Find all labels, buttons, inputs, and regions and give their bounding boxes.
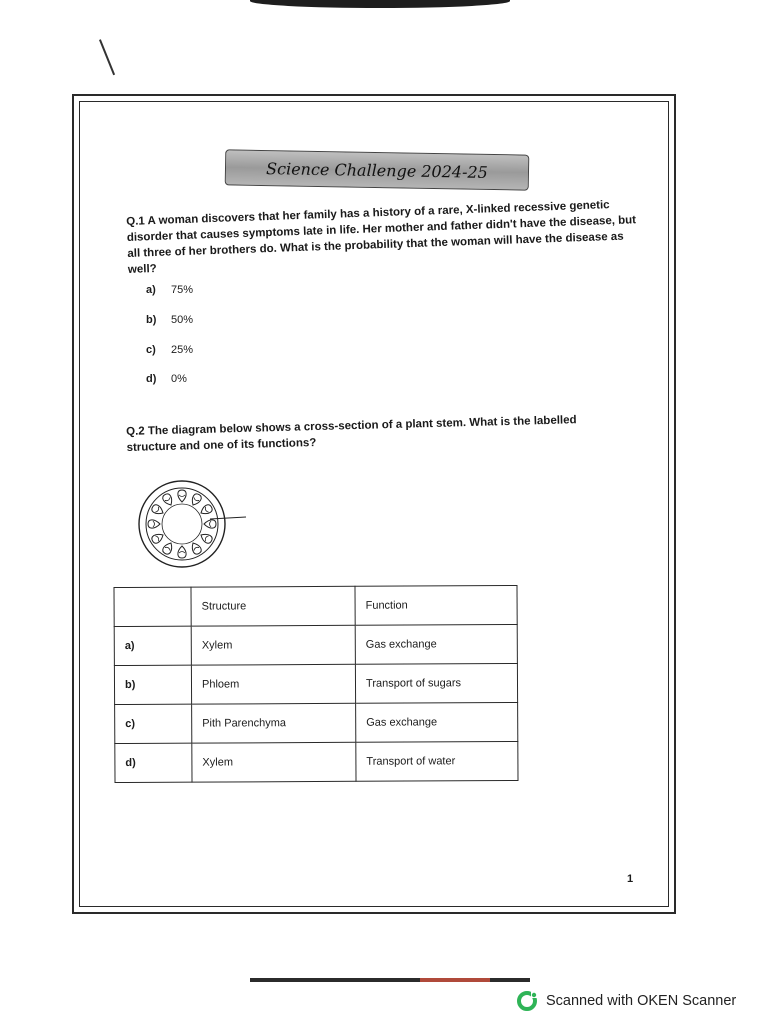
page-number: 1	[627, 873, 634, 885]
q1-option-c-label: c)	[146, 344, 156, 356]
pith-boundary	[162, 504, 202, 544]
vascular-bundle	[151, 531, 166, 544]
stem-outer-ring	[139, 481, 225, 567]
vascular-bundle	[148, 520, 160, 528]
vascular-bundle	[161, 541, 174, 556]
q1-option-c	[146, 344, 193, 356]
vascular-bundle	[151, 503, 166, 516]
row-b-structure: Phloem	[191, 664, 355, 704]
row-a-function: Gas exchange	[355, 624, 517, 664]
table-row	[114, 624, 517, 665]
q1-option-b-label: b)	[146, 314, 157, 326]
q1-option-d-value: 0%	[171, 373, 187, 385]
pen-mark	[99, 39, 115, 75]
vascular-bundle	[178, 490, 186, 502]
scanner-watermark	[516, 990, 736, 1012]
vascular-bundle	[178, 546, 186, 558]
q1-option-a-label: a)	[146, 284, 156, 296]
question-2-text: Q.2 The diagram below shows a cross-section of a plant stem. What is the labelled structure and one of its functions?	[126, 414, 577, 454]
label-pointer-line	[210, 517, 246, 519]
row-d-function: Transport of water	[356, 741, 518, 781]
q1-option-b-value: 50%	[171, 314, 194, 326]
row-b-function: Transport of sugars	[355, 663, 517, 703]
vascular-bundle	[189, 541, 202, 556]
vascular-bundle	[199, 531, 214, 544]
row-d-option: d)	[115, 743, 192, 782]
q1-option-d-label: d)	[146, 373, 157, 385]
table-row	[115, 702, 518, 743]
row-b-option: b)	[114, 665, 191, 704]
top-edge-shadow	[250, 0, 510, 8]
q1-option-a	[146, 284, 193, 296]
scanner-watermark-text: Scanned with OKEN Scanner	[546, 993, 737, 1009]
row-c-function: Gas exchange	[356, 702, 518, 742]
q1-option-a-value: 75%	[171, 284, 194, 296]
row-a-option: a)	[114, 626, 191, 665]
vascular-bundle	[189, 493, 202, 508]
q1-option-c-value: 25%	[171, 344, 194, 356]
question-1-text: Q.1 A woman discovers that her family has a history of a rare, X-linked recessive genetic disorder that causes symptoms late in life. Her mother and father didn't have the disease, but all three of her brothers do. What is the probability that the woman will have the disease as well?	[126, 199, 637, 276]
table-row	[115, 741, 518, 782]
answer-table	[113, 585, 518, 783]
table-header-function: Function	[355, 585, 517, 625]
scanner-logo-icon	[516, 990, 538, 1012]
table-header-structure: Structure	[191, 586, 355, 626]
row-d-structure: Xylem	[192, 742, 356, 782]
vascular-bundles	[148, 490, 216, 558]
row-a-structure: Xylem	[191, 625, 355, 665]
row-c-option: c)	[115, 704, 192, 743]
row-c-structure: Pith Parenchyma	[192, 703, 356, 743]
table-header-row	[114, 585, 517, 626]
table-header-blank	[114, 587, 191, 626]
bottom-edge-red-mark	[420, 978, 490, 982]
vascular-bundle	[204, 520, 216, 528]
stem-inner-ring	[146, 488, 218, 560]
title-banner	[225, 149, 530, 190]
bottom-edge-strip	[250, 978, 530, 982]
table-row	[114, 663, 517, 704]
vascular-bundle	[161, 493, 174, 508]
plant-stem-cross-section-diagram	[136, 478, 248, 572]
q1-option-b	[146, 314, 193, 326]
vascular-bundle	[199, 503, 214, 516]
q1-option-d	[146, 373, 187, 385]
banner-title: Science Challenge 2024-25	[265, 158, 488, 182]
